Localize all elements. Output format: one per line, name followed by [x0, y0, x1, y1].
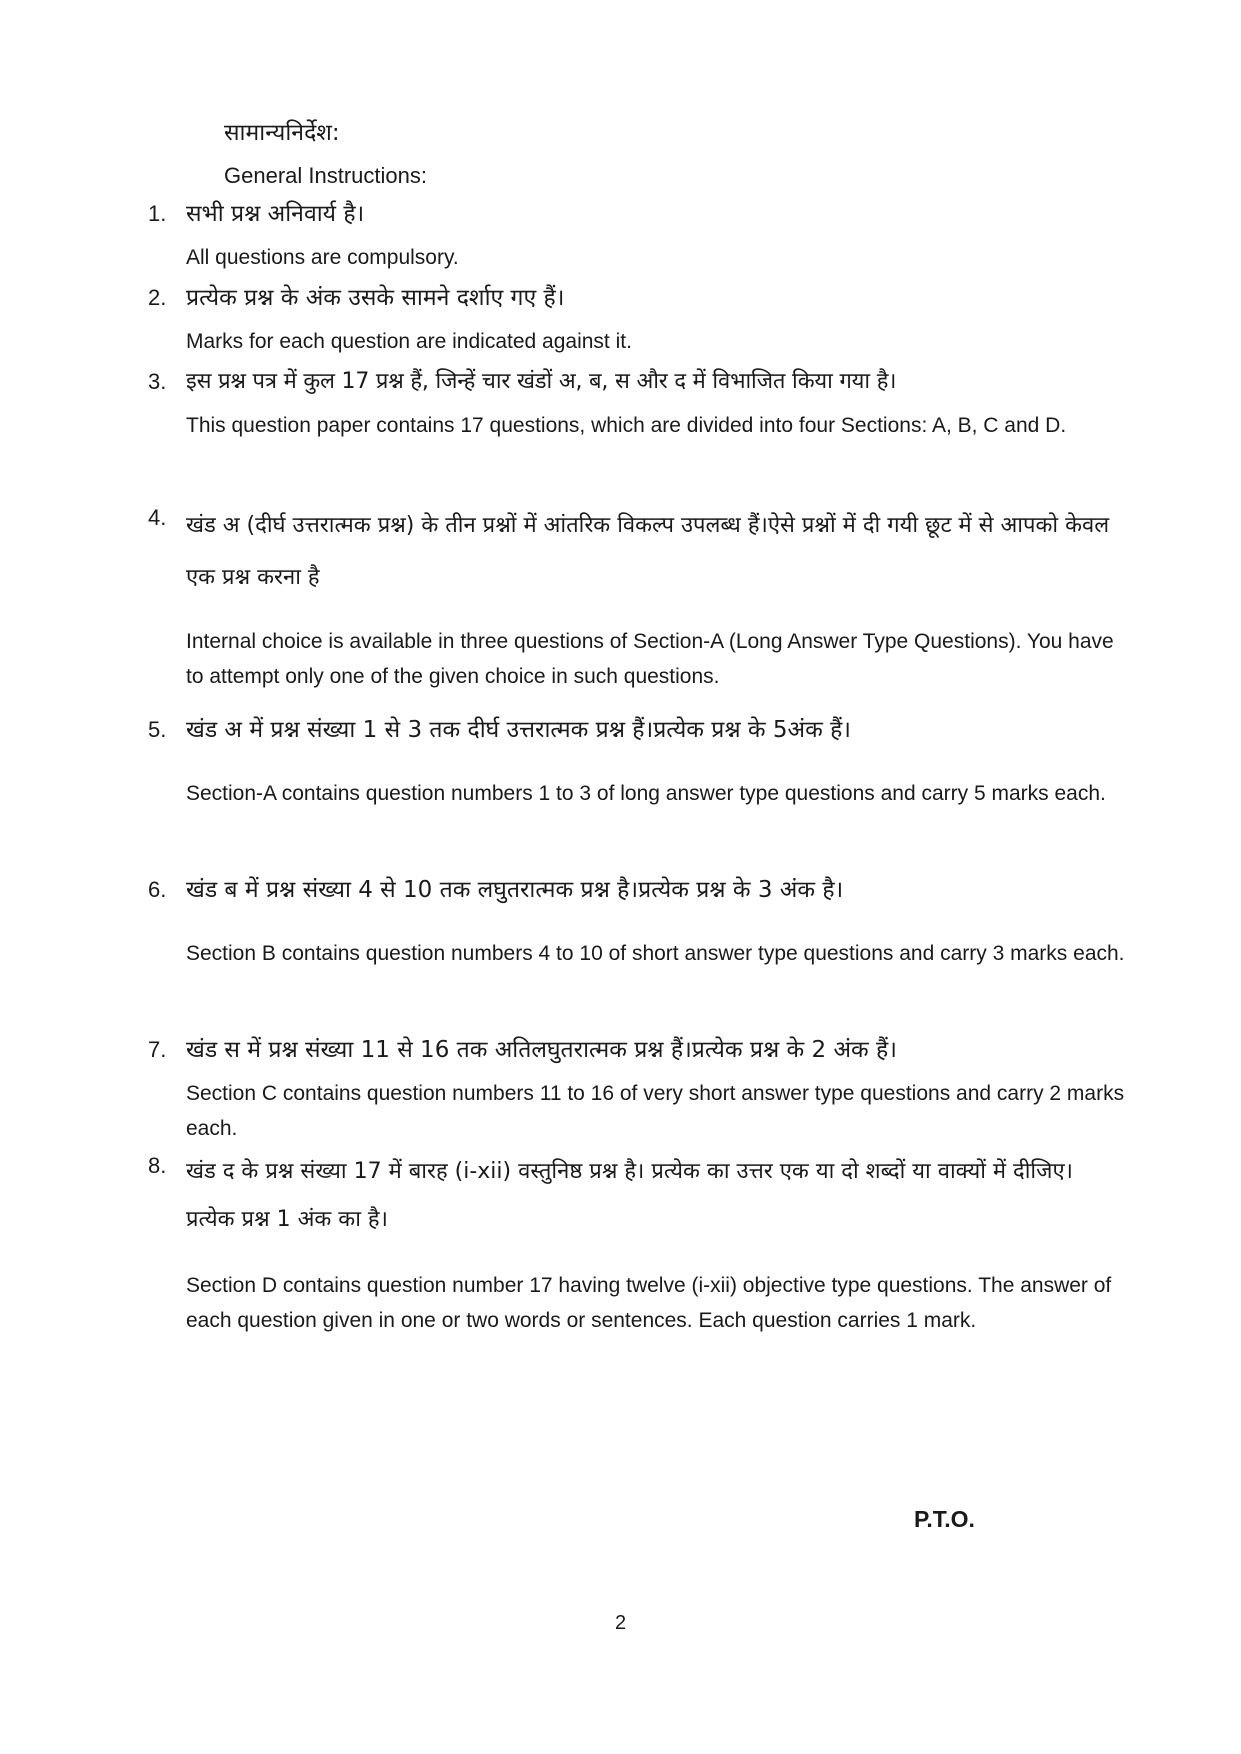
instruction-item-6 [148, 872, 1128, 971]
please-turn-over-label: P.T.O. [914, 1506, 975, 1532]
instruction-item-5 [148, 712, 1128, 811]
instruction-item-4 [148, 500, 1128, 694]
instruction-hindi-text: खंड ब में प्रश्न संख्या 4 से 10 तक लघुतरात्मक प्रश्न है।प्रत्येक प्रश्न के 3 अंक है। [186, 877, 844, 903]
instruction-english-text: Section D contains question number 17 having twelve (i-xii) objective type questions. The answer of each question given in one or two words or sentences. Each question carries 1 mark. [186, 1274, 1112, 1332]
instruction-number: 8. [148, 1153, 167, 1178]
instruction-number: 5. [148, 717, 167, 742]
instruction-english-text: Marks for each question are indicated against it. [186, 330, 632, 353]
instruction-hindi-text: खंड अ (दीर्घ उत्तरात्मक प्रश्न) के तीन प्रश्नों में आंतरिक विकल्प उपलब्ध हैं।ऐसे प्रश्नों में दी गयी छूट में से आपको केवल एक प्रश्न करना है [186, 513, 1110, 590]
instruction-english-text: Section B contains question numbers 4 to 10 of short answer type questions and carry 3 marks each. [186, 942, 1125, 965]
instruction-item-8 [148, 1148, 1128, 1338]
instruction-item-2 [148, 280, 1128, 359]
instruction-english-text: All questions are compulsory. [186, 246, 459, 269]
instruction-hindi-text: सभी प्रश्न अनिवार्य है। [186, 201, 365, 227]
instruction-hindi-text: खंड स में प्रश्न संख्या 11 से 16 तक अतिलघुतरात्मक प्रश्न हैं।प्रत्येक प्रश्न के 2 अंक हैं। [186, 1037, 897, 1063]
instruction-english-text: Section C contains question numbers 11 to 16 of very short answer type questions and carry 2 marks each. [186, 1082, 1125, 1140]
instruction-number: 7. [148, 1037, 167, 1062]
instruction-hindi-text: प्रत्येक प्रश्न के अंक उसके सामने दर्शाए गए हैं। [186, 285, 565, 311]
instruction-hindi-text: खंड द के प्रश्न संख्या 17 में बारह (i-xii) वस्तुनिष्ठ प्रश्न है। प्रत्येक का उत्तर एक या दो शब्दों या वाक्यों में दीजिए।प्रत्येक प्रश्न 1 अंक का है। [186, 1159, 1073, 1232]
hindi-instructions-title: सामान्यनिर्देश: [224, 120, 340, 146]
instruction-number: 1. [148, 201, 167, 226]
page-number: 2 [614, 1612, 627, 1634]
english-instructions-title: General Instructions: [224, 163, 427, 188]
instruction-number: 3. [148, 369, 167, 394]
instruction-hindi-text: खंड अ में प्रश्न संख्या 1 से 3 तक दीर्घ उत्तरात्मक प्रश्न हैं।प्रत्येक प्रश्न के 5अंक हैं। [186, 717, 852, 743]
instruction-item-1 [148, 196, 1128, 275]
instruction-english-text: Internal choice is available in three questions of Section-A (Long Answer Type Questions). You have to attempt only one of the given choice in such questions. [186, 630, 1114, 688]
instruction-item-7 [148, 1032, 1128, 1146]
instruction-english-text: This question paper contains 17 questions, which are divided into four Sections: A, B, C and D. [186, 414, 1067, 437]
instruction-hindi-text: इस प्रश्न पत्र में कुल 17 प्रश्न हैं, जिन्हें चार खंडों अ, ब, स और द में विभाजित किया गया है। [186, 369, 897, 394]
instruction-english-text: Section-A contains question numbers 1 to 3 of long answer type questions and carry 5 marks each. [186, 782, 1106, 805]
instruction-number: 6. [148, 877, 167, 902]
instruction-number: 2. [148, 285, 167, 310]
instruction-item-3 [148, 364, 1128, 443]
instruction-number: 4. [148, 505, 167, 530]
